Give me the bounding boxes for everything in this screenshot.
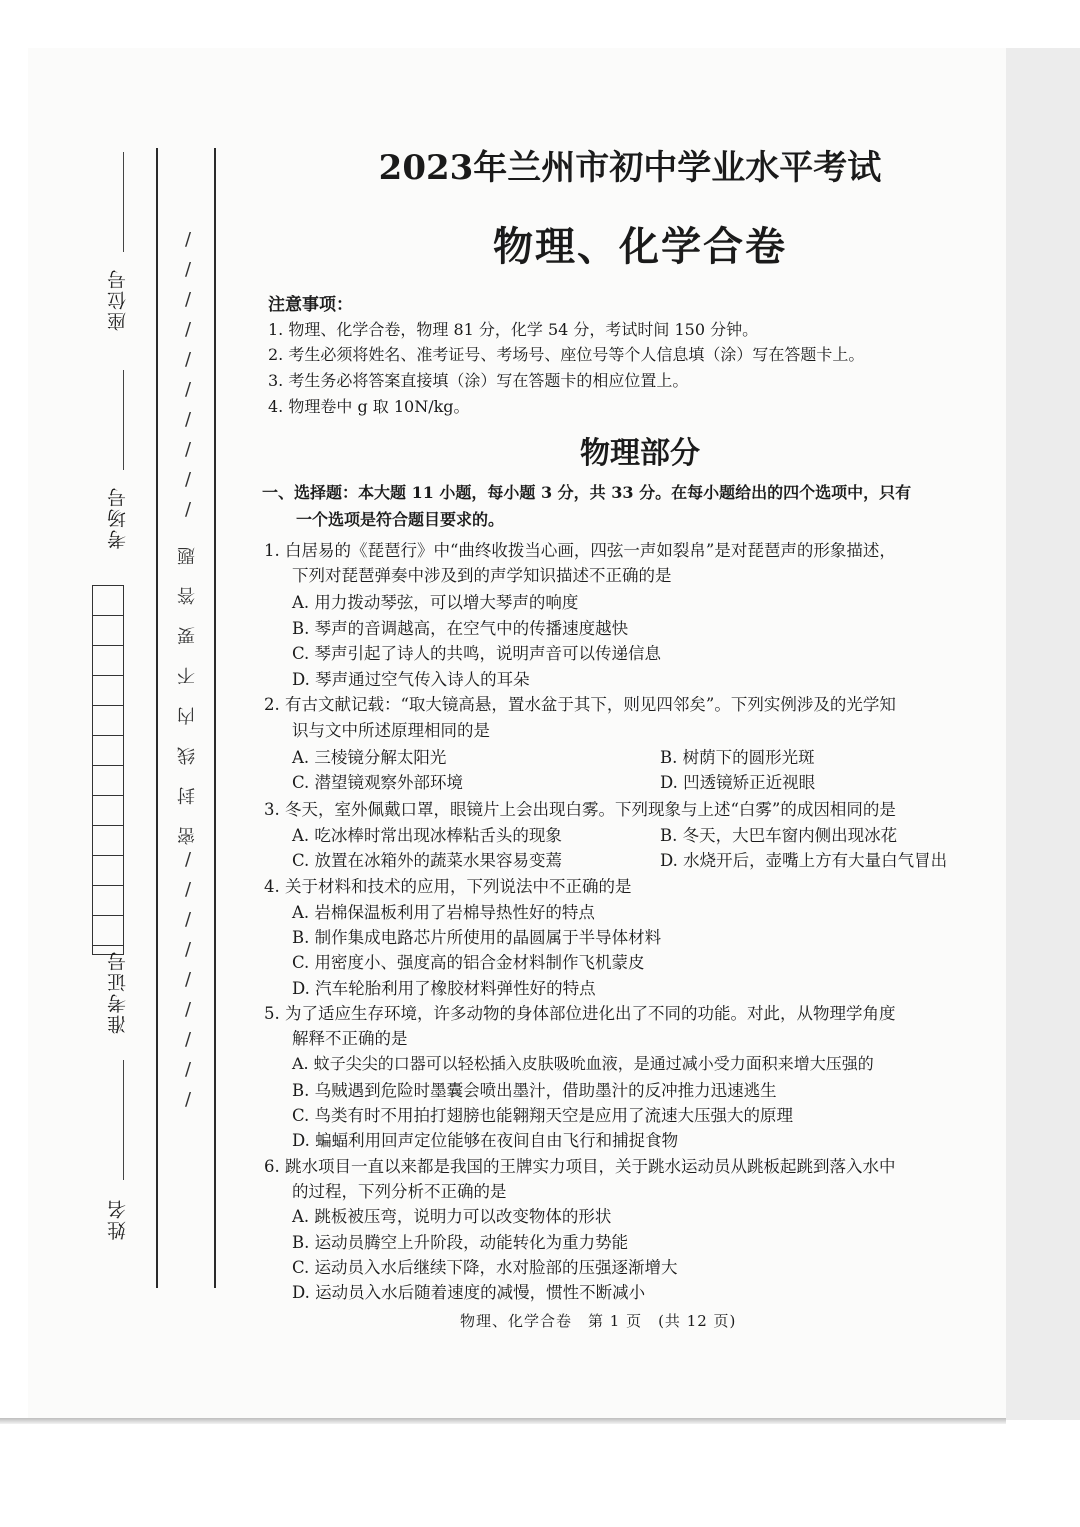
slash-mark: / xyxy=(184,1059,192,1080)
q3-stem: 3. 冬天，室外佩戴口罩，眼镜片上会出现白雾。下列现象与上述“白雾”的成因相同的是 xyxy=(264,800,896,819)
part1-instructions: 一、选择题：本大题 11 小题，每小题 3 分，共 33 分。在每小题给出的四个选项中，只有 xyxy=(262,483,912,502)
q6-option-d: D. 运动员入水后随着速度的减慢，惯性不断减小 xyxy=(292,1283,646,1302)
q4-option-c: C. 用密度小、强度高的铝合金材料制作飞机蒙皮 xyxy=(292,953,645,972)
q6-option-b: B. 运动员腾空上升阶段，动能转化为重力势能 xyxy=(292,1233,629,1252)
slash-mark: / xyxy=(184,409,192,430)
seal-char: 要 xyxy=(177,627,198,645)
q4-option-b: B. 制作集成电路芯片所使用的晶圆属于半导体材料 xyxy=(292,928,662,947)
name-blank-line xyxy=(123,1060,124,1180)
q3-option-d: D. 水烧开后，壶嘴上方有大量白气冒出 xyxy=(660,851,948,870)
q2-stem: 2. 有古文献记载：“取大镜高悬，置水盆于其下，则见四邻矣”。下列实例涉及的光学知 xyxy=(264,695,896,714)
ticket-label: 准考证号 xyxy=(107,950,129,1034)
slash-mark: / xyxy=(184,229,192,250)
q4-stem: 4. 关于材料和技术的应用，下列说法中不正确的是 xyxy=(264,877,632,896)
seal-char: 线 xyxy=(177,747,198,765)
q5-option-b: B. 乌贼遇到危险时墨囊会喷出墨汁，借助墨汁的反冲推力迅速逃生 xyxy=(292,1081,777,1100)
part1-instructions-cont: 一个选项是符合题目要求的。 xyxy=(296,510,505,529)
q6-stem-cont: 的过程，下列分析不正确的是 xyxy=(292,1182,507,1201)
slash-mark: / xyxy=(184,849,192,870)
seal-char: 封 xyxy=(177,787,198,805)
note-item: 3. 考生务必将答案直接填（涂）写在答题卡的相应位置上。 xyxy=(268,371,689,390)
section-title: 物理部分 xyxy=(580,436,700,471)
slash-mark: / xyxy=(184,319,192,340)
seal-char: 密 xyxy=(177,827,198,845)
exam-subtitle: 物理、化学合卷 xyxy=(493,223,787,270)
q4-option-a: A. 岩棉保温板利用了岩棉导热性好的特点 xyxy=(292,903,595,922)
seal-char: 题 xyxy=(177,547,198,565)
q3-option-a: A. 吃冰棒时常出现冰棒粘舌头的现象 xyxy=(292,826,562,845)
page-footer: 物理、化学合卷 第 1 页 (共 12 页) xyxy=(460,1312,737,1330)
slash-mark: / xyxy=(184,379,192,400)
slash-mark: / xyxy=(184,939,192,960)
ticket-number-boxes xyxy=(92,585,124,955)
q1-option-b: B. 琴声的音调越高，在空气中的传播速度越快 xyxy=(292,619,629,638)
note-item: 4. 物理卷中 g 取 10N/kg。 xyxy=(268,397,470,416)
q5-option-a: A. 蚊子尖尖的口器可以轻松插入皮肤吸吮血液，是通过减小受力面积来增大压强的 xyxy=(292,1054,874,1073)
q1-option-a: A. 用力拨动琴弦，可以增大琴声的响度 xyxy=(292,593,579,612)
notes-heading: 注意事项： xyxy=(268,295,353,315)
q6-option-a: A. 跳板被压弯，说明力可以改变物体的形状 xyxy=(292,1207,612,1226)
q6-stem: 6. 跳水项目一直以来都是我国的王牌实力项目，关于跳水运动员从跳板起跳到落入水中 xyxy=(264,1157,896,1176)
slash-mark: / xyxy=(184,289,192,310)
q2-stem-cont: 识与文中所述原理相同的是 xyxy=(292,721,490,740)
q5-option-c: C. 鸟类有时不用拍打翅膀也能翱翔天空是应用了流速大压强大的原理 xyxy=(292,1106,794,1125)
q1-option-c: C. 琴声引起了诗人的共鸣，说明声音可以传递信息 xyxy=(292,644,662,663)
q5-stem-cont: 解释不正确的是 xyxy=(292,1029,408,1048)
slash-mark: / xyxy=(184,969,192,990)
seat-blank-line xyxy=(123,152,124,252)
slash-mark: / xyxy=(184,909,192,930)
seat-label: 座位号 xyxy=(107,268,129,331)
seal-char: 内 xyxy=(177,707,198,725)
q2-option-d: D. 凹透镜矫正近视眼 xyxy=(660,773,816,792)
slash-mark: / xyxy=(184,259,192,280)
q6-option-c: C. 运动员入水后继续下降，水对脸部的压强逐渐增大 xyxy=(292,1258,678,1277)
binding-line-right xyxy=(214,148,216,1288)
slash-mark: / xyxy=(184,999,192,1020)
slash-mark: / xyxy=(184,469,192,490)
q5-stem: 5. 为了适应生存环境，许多动物的身体部位进化出了不同的功能。对此，从物理学角度 xyxy=(264,1004,896,1023)
room-blank-line xyxy=(123,370,124,470)
name-label: 姓名 xyxy=(107,1198,129,1240)
slash-mark: / xyxy=(184,1089,192,1110)
q2-option-b: B. 树荫下的圆形光斑 xyxy=(660,748,815,767)
page-bottom-shadow xyxy=(0,1418,1006,1424)
q2-option-a: A. 三棱镜分解太阳光 xyxy=(292,748,447,767)
slash-mark: / xyxy=(184,879,192,900)
binding-line-left xyxy=(156,148,158,1288)
slash-mark: / xyxy=(184,349,192,370)
q3-option-b: B. 冬天，大巴车窗内侧出现冰花 xyxy=(660,826,898,845)
slash-mark: / xyxy=(184,1029,192,1050)
slash-mark: / xyxy=(184,499,192,520)
q1-stem: 1. 白居易的《琵琶行》中“曲终收拨当心画，四弦一声如裂帛”是对琵琶声的形象描述， xyxy=(264,541,896,560)
note-item: 1. 物理、化学合卷，物理 81 分，化学 54 分，考试时间 150 分钟。 xyxy=(268,320,759,339)
room-label: 考场号 xyxy=(107,486,129,549)
seal-char: 答 xyxy=(177,587,198,605)
note-item: 2. 考生必须将姓名、准考证号、考场号、座位号等个人信息填（涂）写在答题卡上。 xyxy=(268,345,865,364)
q1-stem-cont: 下列对琵琶弹奏中涉及到的声学知识描述不正确的是 xyxy=(292,566,672,585)
q5-option-d: D. 蝙蝠利用回声定位能够在夜间自由飞行和捕捉食物 xyxy=(292,1131,679,1150)
seal-char: 不 xyxy=(177,667,198,685)
q4-option-d: D. 汽车轮胎利用了橡胶材料弹性好的特点 xyxy=(292,979,596,998)
seal-line-column xyxy=(176,225,200,1115)
q1-option-d: D. 琴声通过空气传入诗人的耳朵 xyxy=(292,670,530,689)
exam-title: 2023年兰州市初中学业水平考试 xyxy=(378,148,882,188)
q3-option-c: C. 放置在冰箱外的蔬菜水果容易变蔫 xyxy=(292,851,563,870)
q2-option-c: C. 潜望镜观察外部环境 xyxy=(292,773,464,792)
slash-mark: / xyxy=(184,439,192,460)
